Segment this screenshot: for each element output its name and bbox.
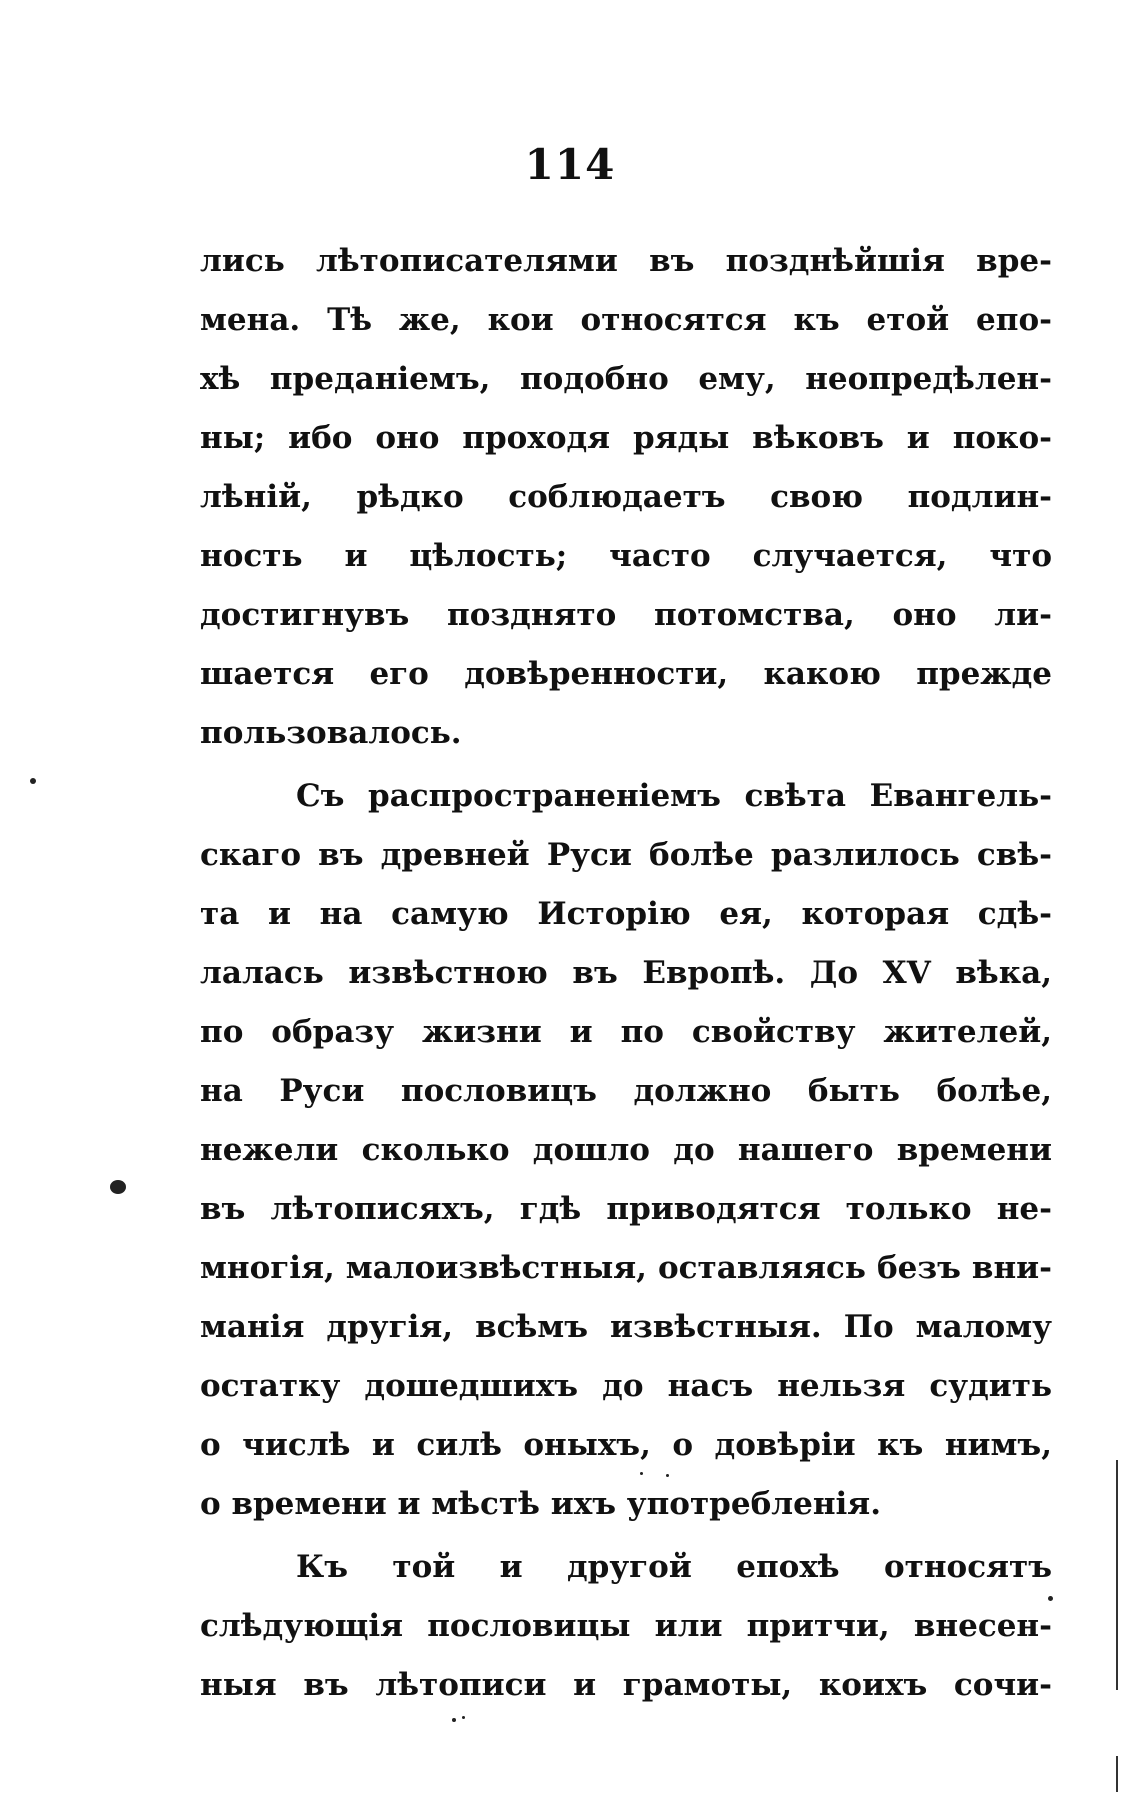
ink-blot xyxy=(110,1180,126,1194)
scan-speck xyxy=(666,1474,669,1477)
text-line: многія, малоизвѣстныя, оставляясь безъ вни- xyxy=(200,1250,1052,1286)
text-line: Съ распространеніемъ свѣта Евангель- xyxy=(296,778,1052,814)
text-line: хѣ преданіемъ, подобно ему, неопредѣлен- xyxy=(200,361,1052,397)
scan-speck xyxy=(640,1472,643,1475)
page-number: 114 xyxy=(524,140,616,189)
text-line: ность и цѣлость; часто случается, что xyxy=(200,538,1052,574)
text-line: та и на самую Исторію ея, которая сдѣ- xyxy=(200,896,1052,932)
text-line: о времени и мѣстѣ ихъ употребленія. xyxy=(200,1486,882,1522)
text-line: по образу жизни и по свойству жителей, xyxy=(200,1014,1052,1050)
text-line: шается его довѣренности, какою прежде xyxy=(200,656,1052,692)
text-line: ныя въ лѣтописи и грамоты, коихъ сочи- xyxy=(200,1667,1052,1703)
text-line: слѣдующія пословицы или притчи, внесен- xyxy=(200,1608,1052,1644)
text-line: скаго въ древней Руси болѣе разлилось свѣ- xyxy=(200,837,1052,873)
text-line: о числѣ и силѣ оныхъ, о довѣріи къ нимъ, xyxy=(200,1427,1052,1463)
page-edge-mark xyxy=(1116,1460,1118,1690)
scan-speck xyxy=(1048,1596,1053,1601)
paragraph-3 xyxy=(200,1538,1052,1715)
text-line: остатку дошедшихъ до насъ нельзя судить xyxy=(200,1368,1052,1404)
text-line: ны; ибо оно проходя ряды вѣковъ и поко- xyxy=(200,420,1052,456)
text-line: достигнувъ позднято потомства, оно ли- xyxy=(200,597,1052,633)
body-text xyxy=(200,232,1052,1715)
text-line: лись лѣтописателями въ позднѣйшія вре- xyxy=(200,243,1052,279)
scan-speck xyxy=(462,1716,465,1719)
text-line: манія другія, всѣмъ извѣстныя. По малому xyxy=(200,1309,1052,1345)
text-line: пользовалось. xyxy=(200,715,462,751)
page-edge-mark xyxy=(1116,1756,1118,1792)
scan-speck xyxy=(452,1718,456,1722)
text-line: лалась извѣстною въ Европѣ. До XV вѣка, xyxy=(200,955,1052,991)
paragraph-1 xyxy=(200,232,1052,763)
text-line: на Руси пословицъ должно быть болѣе, xyxy=(200,1073,1052,1109)
text-line: нежели сколько дошло до нашего времени xyxy=(200,1132,1052,1168)
text-line: Къ той и другой епохѣ относятъ xyxy=(296,1549,1052,1585)
text-line: лѣній, рѣдко соблюдаетъ свою подлин- xyxy=(200,479,1052,515)
text-line: мена. Тѣ же, кои относятся къ етой епо- xyxy=(200,302,1052,338)
scan-speck xyxy=(30,778,36,784)
paragraph-2 xyxy=(200,767,1052,1534)
text-line: въ лѣтописяхъ, гдѣ приводятся только не- xyxy=(200,1191,1052,1227)
